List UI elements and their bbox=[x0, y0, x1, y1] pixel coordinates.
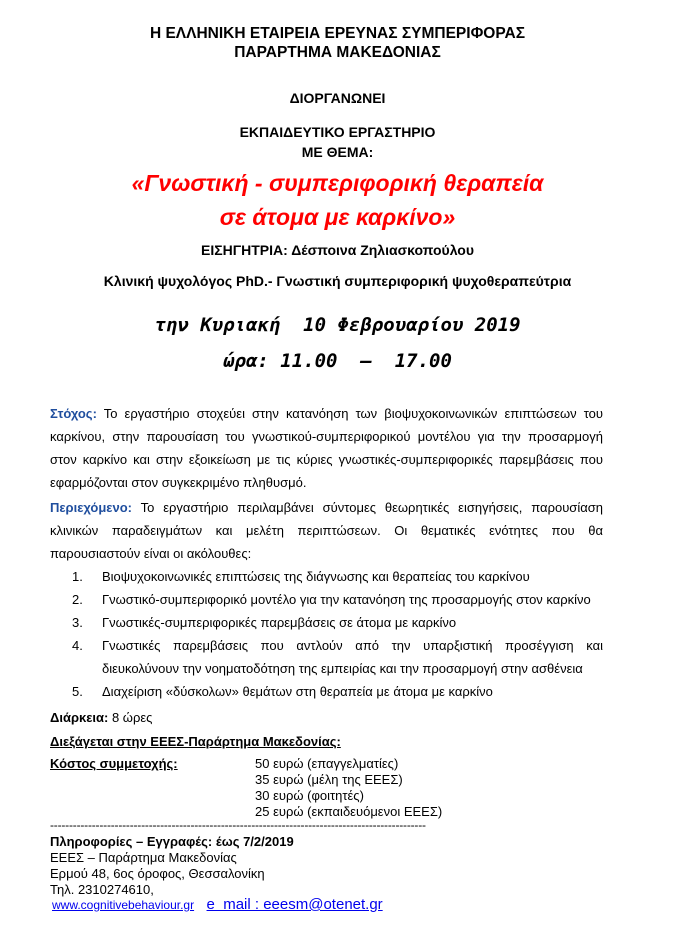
speaker-role: Κλινική ψυχολόγος PhD.- Γνωστική συμπεριφορική ψυχοθεραπεύτρια bbox=[103, 273, 572, 289]
workshop-heading: ΕΚΠΑΙΔΕΥΤΙΚΟ ΕΡΓΑΣΤΗΡΙΟ bbox=[239, 124, 436, 140]
organizes-heading: ΔΙΟΡΓΑΝΩΝΕΙ bbox=[289, 90, 386, 106]
content-label: Περιεχόμενο: bbox=[50, 500, 132, 515]
email-link[interactable]: e mail : eeesm@otenet.gr bbox=[206, 896, 383, 913]
list-item bbox=[50, 680, 603, 703]
list-item-number: 3. bbox=[72, 615, 83, 630]
list-item bbox=[50, 565, 603, 588]
cost-item: 50 ευρώ (επαγγελματίες) bbox=[255, 756, 399, 771]
content-paragraph bbox=[50, 496, 603, 565]
duration-line bbox=[50, 710, 152, 725]
workshop-subject-heading: ΜΕ ΘΕΜΑ: bbox=[301, 144, 374, 160]
cost-item: 25 ευρώ (εκπαιδευόμενοι ΕΕΕΣ) bbox=[255, 804, 443, 819]
cost-label: Κόστος συμμετοχής: bbox=[50, 756, 178, 771]
speaker-line bbox=[0, 242, 675, 258]
website-link[interactable]: www.cognitivebehaviour.gr bbox=[52, 898, 195, 912]
event-date: την Κυριακή 10 Φεβρουαρίου 2019 bbox=[154, 314, 521, 336]
contact-heading: Πληροφορίες – Εγγραφές: έως 7/2/2019 bbox=[50, 834, 294, 849]
list-item-text: Διαχείριση «δύσκολων» θεμάτων στη θεραπεία με άτομα με καρκίνο bbox=[102, 684, 493, 699]
duration-value: 8 ώρες bbox=[108, 710, 153, 725]
duration-label: Διάρκεια: bbox=[50, 710, 109, 725]
content-text: Το εργαστήριο περιλαμβάνει σύντομες θεωρητικές εισηγήσεις, παρουσίαση κλινικών παραδειγμάτων και μελέτη περιπτώσεων. Οι θεματικές ενότητες που θα παρουσιαστούν είναι οι ακόλουθες: bbox=[50, 500, 603, 561]
contact-block bbox=[50, 834, 294, 898]
speaker-label: ΕΙΣΗΓΗΤΡΙΑ: bbox=[200, 242, 288, 258]
cost-item: 35 ευρώ (μέλη της ΕΕΕΣ) bbox=[255, 772, 403, 787]
list-item-text: Γνωστικές-συμπεριφορικές παρεμβάσεις σε άτομα με καρκίνο bbox=[102, 615, 457, 630]
list-item-number: 1. bbox=[72, 569, 83, 584]
organization-branch: ΠΑΡΑΡΤΗΜΑ ΜΑΚΕΔΟΝΙΑΣ bbox=[234, 44, 441, 61]
workshop-title-line2: σε άτομα με καρκίνο» bbox=[219, 204, 456, 230]
list-item bbox=[50, 634, 603, 680]
list-item-text: Βιοψυχοκοινωνικές επιπτώσεις της διάγνωσης και θεραπείας του καρκίνου bbox=[102, 569, 530, 584]
goal-text: Το εργαστήριο στοχεύει στην κατανόηση των βιοψυχοκοινωνικών επιπτώσεων του καρκίνου, στην παρουσίαση του γνωστικού-συμπεριφορικού μοντέλου για την προσαρμογή στον καρκίνο και στην εξοικείωση με τις κύριες γνωστικές-συμπεριφορικές παρεμβάσεις που εφαρμόζονται στον συγκεκριμένο πληθυσμό. bbox=[50, 406, 603, 490]
dashed-divider: --------------------------------------------------------------------------------------------------- bbox=[50, 818, 426, 832]
list-item-number: 4. bbox=[72, 638, 83, 653]
list-item bbox=[50, 588, 603, 611]
cost-list bbox=[255, 756, 442, 820]
list-item bbox=[50, 611, 603, 634]
contact-phone: Τηλ. 2310274610, bbox=[50, 882, 154, 897]
contact-organization: ΕΕΕΣ – Παράρτημα Μακεδονίας bbox=[50, 850, 237, 865]
cost-item: 30 ευρώ (φοιτητές) bbox=[255, 788, 364, 803]
goal-label: Στόχος: bbox=[50, 406, 97, 421]
topics-list bbox=[50, 565, 603, 703]
list-item-text: Γνωστικές παρεμβάσεις που αντλούν από την υπαρξιστική προσέγγιση και διευκολύνουν την νοηματοδότηση της εμπειρίας και την προσαρμογή στην ασθένεια bbox=[102, 638, 603, 676]
venue-line: Διεξάγεται στην ΕΕΕΣ-Παράρτημα Μακεδονίας: bbox=[50, 734, 341, 749]
contact-links bbox=[52, 896, 383, 914]
event-time: ώρα: 11.00 – 17.00 bbox=[223, 350, 452, 372]
list-item-number: 5. bbox=[72, 684, 83, 699]
list-item-text: Γνωστικό-συμπεριφορικό μοντέλο για την κατανόηση της προσαρμογής στον καρκίνο bbox=[102, 592, 591, 607]
organization-name: Η ΕΛΛΗΝΙΚΗ ΕΤΑΙΡΕΙΑ ΕΡΕΥΝΑΣ ΣΥΜΠΕΡΙΦΟΡΑΣ bbox=[149, 25, 526, 42]
contact-address: Ερμού 48, 6ος όροφος, Θεσσαλονίκη bbox=[50, 866, 265, 881]
goal-paragraph bbox=[50, 402, 603, 494]
workshop-title-line1: «Γνωστική - συμπεριφορική θεραπεία bbox=[131, 170, 544, 196]
list-item-number: 2. bbox=[72, 592, 83, 607]
speaker-name: Δέσποινα Ζηλιασκοπούλου bbox=[291, 242, 475, 258]
